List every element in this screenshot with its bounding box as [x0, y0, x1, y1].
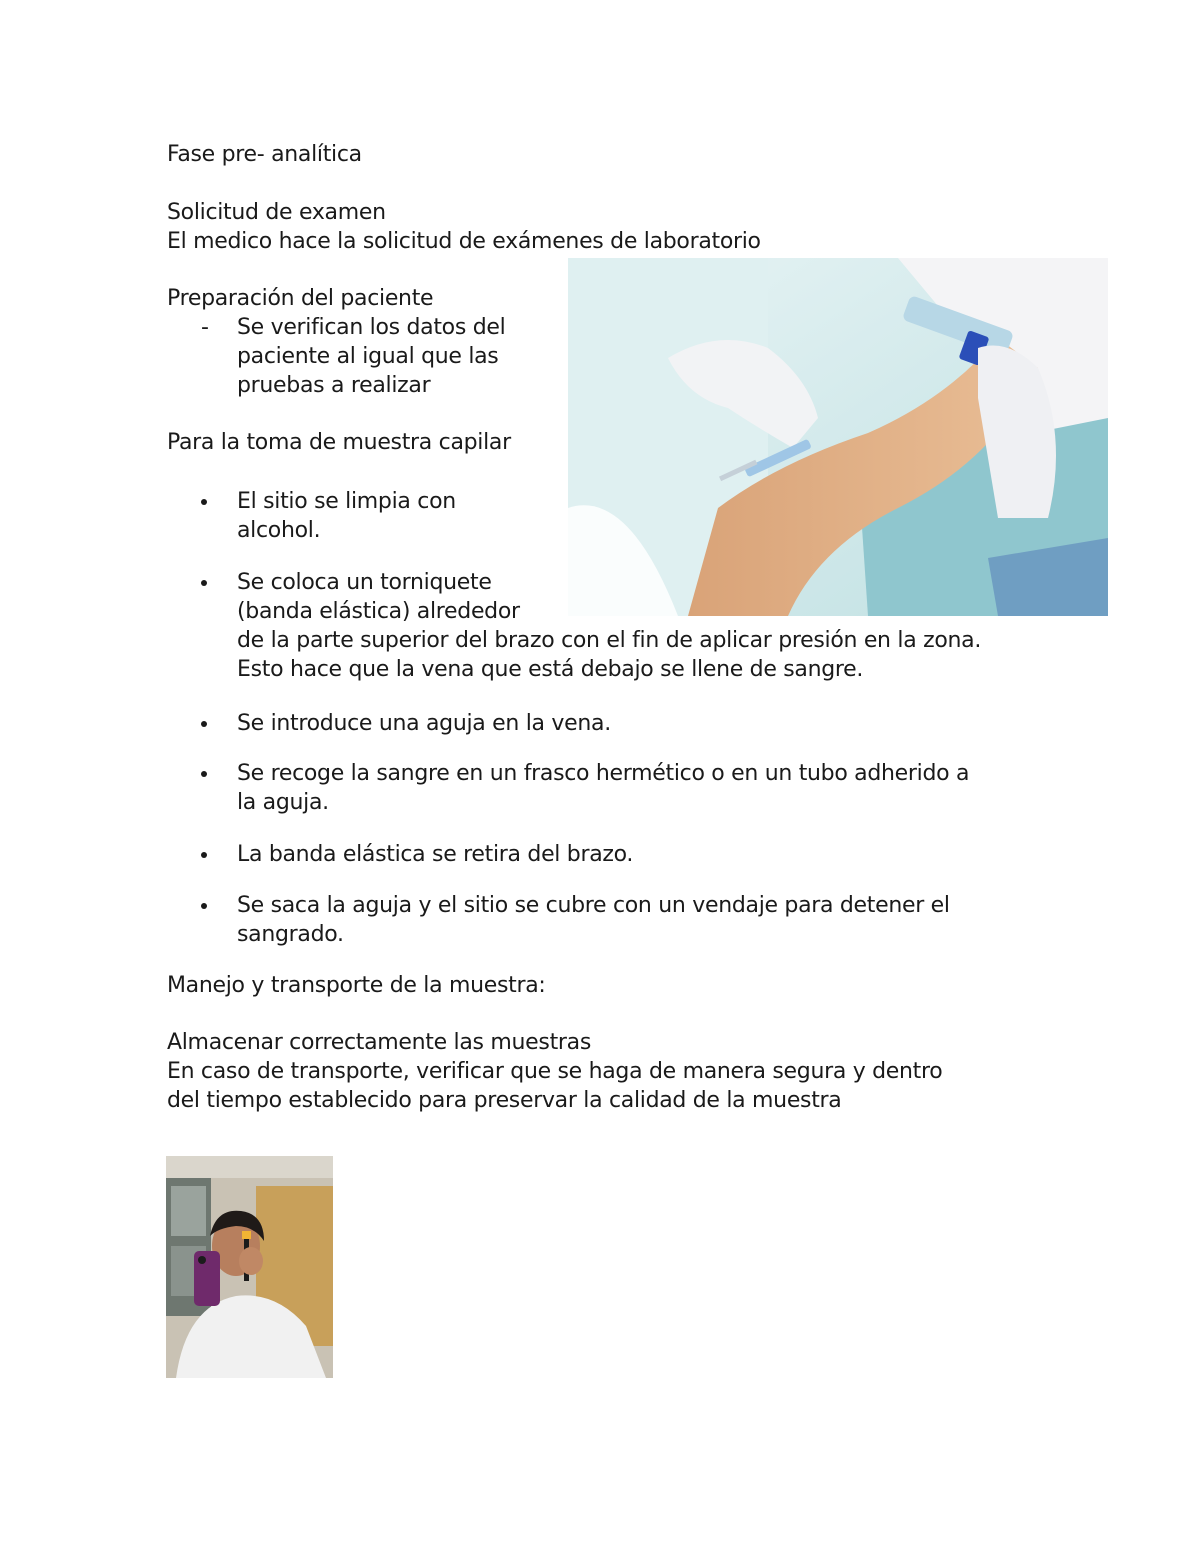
bullet-dot — [201, 580, 207, 586]
bullet-line: Se introduce una aguja en la vena. — [237, 711, 611, 736]
dash-item-line: Se verifican los datos del — [237, 315, 506, 340]
bullet-dot — [201, 903, 207, 909]
bullet-dot — [201, 852, 207, 858]
dash-marker: - — [201, 315, 209, 340]
dash-item-line: pruebas a realizar — [237, 373, 431, 398]
preparacion-heading: Preparación del paciente — [167, 286, 434, 311]
bullet-item — [237, 891, 950, 949]
bullet-item — [237, 759, 969, 817]
bullet-line: Se recoge la sangre en un frasco hermético o en un tubo adherido a — [237, 761, 970, 786]
bullet-line: Se coloca un torniquete — [237, 570, 492, 595]
bullet-line: de la parte superior del brazo con el fin de aplicar presión en la zona. — [237, 628, 982, 653]
page-title: Fase pre- analítica — [167, 142, 362, 167]
bullet-line: alcohol. — [237, 518, 321, 543]
bullet-line: El sitio se limpia con — [237, 489, 456, 514]
bullet-line: Se saca la aguja y el sitio se cubre con un vendaje para detener el — [237, 893, 950, 918]
blood-draw-photo — [568, 258, 1108, 616]
solicitud-heading: Solicitud de examen — [167, 200, 386, 225]
bullet-dot — [201, 771, 207, 777]
dash-item — [237, 313, 505, 400]
bullet-dot — [201, 499, 207, 505]
bullet-line: (banda elástica) alrededor — [237, 599, 520, 624]
student-selfie-photo — [166, 1156, 333, 1378]
bullet-line: sangrado. — [237, 922, 344, 947]
manejo-line: Almacenar correctamente las muestras — [167, 1030, 591, 1055]
bullet-line: la aguja. — [237, 790, 329, 815]
bullet-item — [237, 709, 611, 738]
bullet-dot — [201, 721, 207, 727]
bullet-line: Esto hace que la vena que está debajo se llene de sangre. — [237, 657, 864, 682]
manejo-line: En caso de transporte, verificar que se haga de manera segura y dentro — [167, 1059, 943, 1084]
toma-heading: Para la toma de muestra capilar — [167, 430, 511, 455]
bullet-line: La banda elástica se retira del brazo. — [237, 842, 634, 867]
dash-item-line: paciente al igual que las — [237, 344, 499, 369]
manejo-line: del tiempo establecido para preservar la calidad de la muestra — [167, 1088, 842, 1113]
bullet-item — [237, 487, 456, 545]
manejo-heading: Manejo y transporte de la muestra: — [167, 973, 546, 998]
bullet-item — [237, 840, 633, 869]
solicitud-text: El medico hace la solicitud de exámenes de laboratorio — [167, 229, 761, 254]
